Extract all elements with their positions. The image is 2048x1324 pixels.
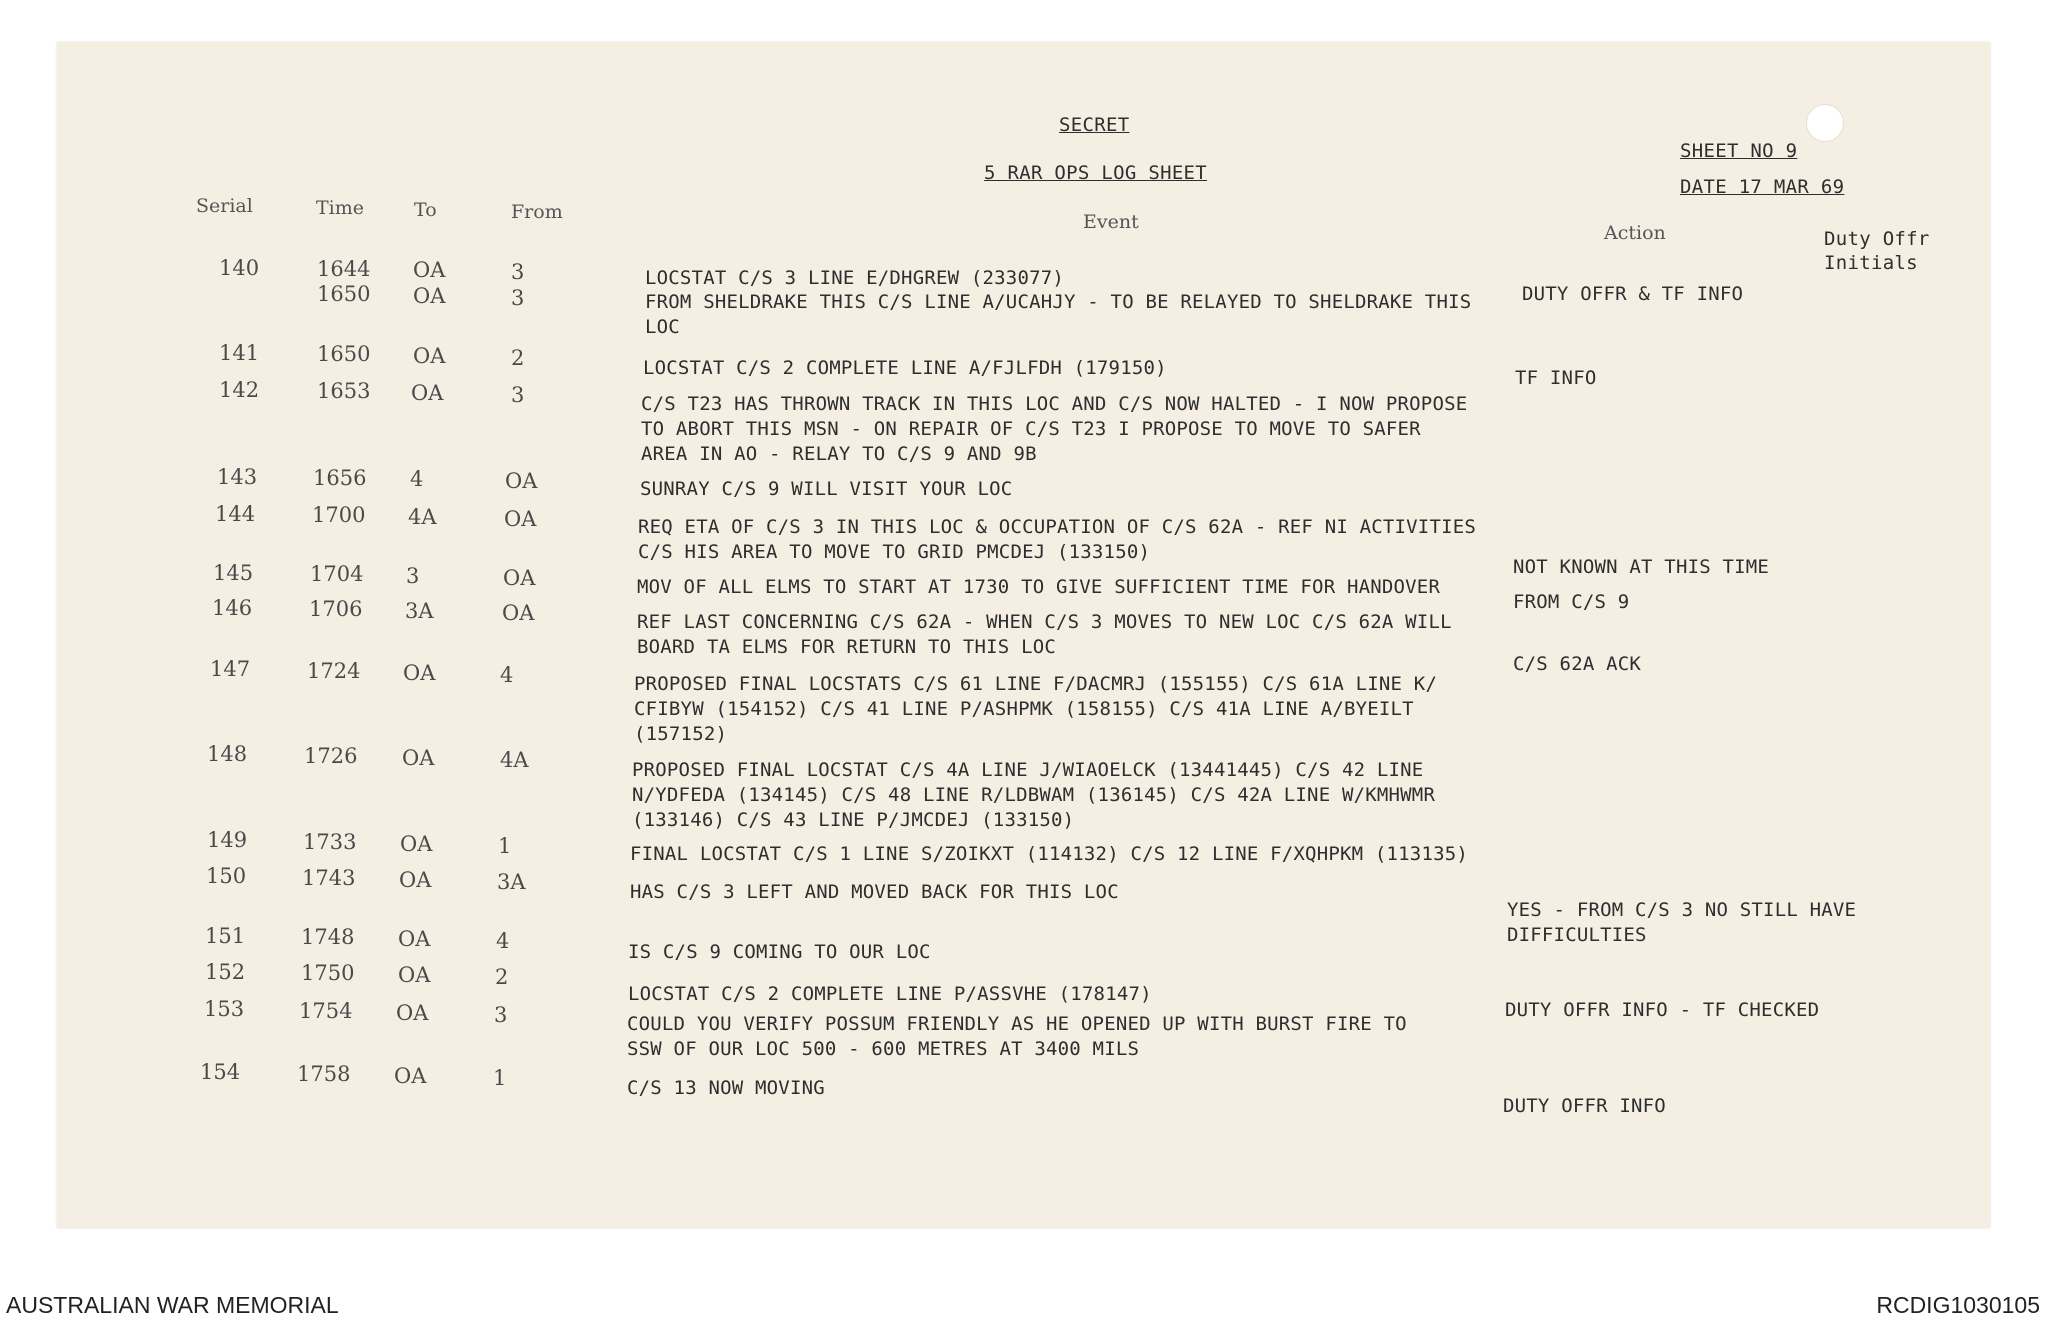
row-event: HAS C/S 3 LEFT AND MOVED BACK FOR THIS LOC xyxy=(630,881,1119,903)
row-to: OA xyxy=(413,344,446,368)
row-event: FROM SHELDRAKE THIS C/S LINE A/UCAHJY - TO BE RELAYED TO SHELDRAKE THIS LOC xyxy=(645,291,1472,338)
row-to: 4A xyxy=(408,505,437,529)
row-serial: 153 xyxy=(204,997,245,1021)
row-from: 3 xyxy=(494,1003,508,1027)
row-to: OA xyxy=(403,661,436,685)
row-serial: 152 xyxy=(205,960,246,984)
row-serial: 140 xyxy=(219,256,260,280)
row-event: PROPOSED FINAL LOCSTAT C/S 4A LINE J/WIAOELCK (13441445) C/S 42 LINE N/YDFEDA (134145) C/S 48 LINE R/LDBWAM (136145) C/S 42A LINE W/KMHWMR (133146) C/S 43 LINE P/JMCDEJ (133150) xyxy=(632,759,1436,831)
row-time: 1754 xyxy=(299,999,353,1023)
row-time: 1644 xyxy=(317,257,371,281)
row-action: FROM C/S 9 xyxy=(1513,591,1630,613)
row-event: C/S 13 NOW MOVING xyxy=(627,1077,825,1099)
row-to: 4 xyxy=(410,467,424,491)
row-action: DUTY OFFR INFO xyxy=(1503,1095,1666,1117)
archive-credit: AUSTRALIAN WAR MEMORIAL xyxy=(6,1292,339,1318)
row-serial: 147 xyxy=(210,657,251,681)
row-from: 3 xyxy=(511,383,525,407)
classification-mark: SECRET xyxy=(1059,114,1130,136)
row-to: 3A xyxy=(405,599,434,623)
row-time: 1656 xyxy=(313,466,367,490)
row-time: 1724 xyxy=(307,659,361,683)
row-event: SUNRAY C/S 9 WILL VISIT YOUR LOC xyxy=(640,478,1013,500)
row-action: DUTY OFFR & TF INFO xyxy=(1522,283,1744,305)
row-action: NOT KNOWN AT THIS TIME xyxy=(1513,556,1770,578)
column-header-action: Action xyxy=(1604,222,1666,244)
row-event: REQ ETA OF C/S 3 IN THIS LOC & OCCUPATION OF C/S 62A - REF NI ACTIVITIES C/S HIS AREA TO MOVE TO GRID PMCDEJ (133150) xyxy=(638,516,1477,563)
column-header-initials: Initials xyxy=(1824,252,1918,274)
row-event: COULD YOU VERIFY POSSUM FRIENDLY AS HE OPENED UP WITH BURST FIRE TO SSW OF OUR LOC 500 - 600 METRES AT 3400 MILS xyxy=(627,1013,1407,1060)
row-action: TF INFO xyxy=(1515,367,1597,389)
row-from: 1 xyxy=(498,834,512,858)
row-event: FINAL LOCSTAT C/S 1 LINE S/ZOIKXT (114132) C/S 12 LINE F/XQHPKM (113135) xyxy=(630,843,1469,865)
row-event: LOCSTAT C/S 2 COMPLETE LINE P/ASSVHE (178147) xyxy=(628,983,1152,1005)
row-from: 3 xyxy=(511,286,525,310)
row-from: 2 xyxy=(495,965,509,989)
row-serial: 142 xyxy=(219,378,260,402)
row-action: C/S 62A ACK xyxy=(1513,653,1642,675)
row-serial: 149 xyxy=(207,828,248,852)
column-header-time: Time xyxy=(316,197,365,219)
column-header-from: From xyxy=(511,201,563,223)
row-action: DUTY OFFR INFO - TF CHECKED xyxy=(1505,999,1820,1021)
page-title: 5 RAR OPS LOG SHEET xyxy=(984,162,1208,184)
row-to: OA xyxy=(402,746,435,770)
row-from: OA xyxy=(503,566,536,590)
row-serial: 150 xyxy=(206,864,247,888)
row-event: C/S T23 HAS THROWN TRACK IN THIS LOC AND C/S NOW HALTED - I NOW PROPOSE TO ABORT THIS MSN - ON REPAIR OF C/S T23 I PROPOSE TO MOVE TO SAFER AREA IN AO - RELAY TO C/S 9 AND 9B xyxy=(641,393,1468,465)
row-time: 1704 xyxy=(310,562,364,586)
row-to: OA xyxy=(396,1001,429,1025)
record-id: RCDIG1030105 xyxy=(1876,1292,2040,1318)
row-serial: 141 xyxy=(219,341,260,365)
row-to: OA xyxy=(398,927,431,951)
row-to: OA xyxy=(413,284,446,308)
row-from: 4 xyxy=(500,663,514,687)
row-from: 3A xyxy=(497,870,526,894)
row-to: OA xyxy=(411,381,444,405)
row-time: 1726 xyxy=(304,744,358,768)
column-header-serial: Serial xyxy=(196,195,253,217)
row-to: 3 xyxy=(406,564,420,588)
row-time: 1653 xyxy=(317,379,371,403)
row-serial: 143 xyxy=(217,465,258,489)
row-time: 1750 xyxy=(301,961,355,985)
row-serial: 144 xyxy=(215,502,256,526)
row-event: REF LAST CONCERNING C/S 62A - WHEN C/S 3 MOVES TO NEW LOC C/S 62A WILL BOARD TA ELMS FOR RETURN TO THIS LOC xyxy=(637,611,1452,658)
row-event: LOCSTAT C/S 3 LINE E/DHGREW (233077) xyxy=(645,267,1065,289)
row-from: 4 xyxy=(496,929,510,953)
row-to: OA xyxy=(400,832,433,856)
row-event: MOV OF ALL ELMS TO START AT 1730 TO GIVE SUFFICIENT TIME FOR HANDOVER xyxy=(637,576,1441,598)
row-time: 1650 xyxy=(317,282,371,306)
row-from: 4A xyxy=(500,748,529,772)
row-event: IS C/S 9 COMING TO OUR LOC xyxy=(628,941,931,963)
row-to: OA xyxy=(399,868,432,892)
row-time: 1733 xyxy=(303,830,357,854)
row-time: 1650 xyxy=(317,342,371,366)
row-serial: 148 xyxy=(207,742,248,766)
row-serial: 146 xyxy=(212,596,253,620)
row-to: OA xyxy=(413,258,446,282)
row-from: 1 xyxy=(493,1066,507,1090)
row-from: 2 xyxy=(511,346,525,370)
row-from: 3 xyxy=(511,260,525,284)
column-header-to: To xyxy=(414,199,437,221)
row-time: 1706 xyxy=(309,597,363,621)
row-time: 1748 xyxy=(301,925,355,949)
row-to: OA xyxy=(398,963,431,987)
row-event: PROPOSED FINAL LOCSTATS C/S 61 LINE F/DACMRJ (155155) C/S 61A LINE K/ CFIBYW (154152) C/S 41 LINE P/ASHPMK (158155) C/S 41A LINE A/BYEILT (157152) xyxy=(634,673,1438,745)
sheet-number: SHEET NO 9 xyxy=(1680,140,1798,162)
row-from: OA xyxy=(505,469,538,493)
column-header-event: Event xyxy=(1083,211,1139,233)
sheet-date: DATE 17 MAR 69 xyxy=(1680,176,1845,198)
row-time: 1758 xyxy=(297,1062,351,1086)
row-action: YES - FROM C/S 3 NO STILL HAVE DIFFICULTIES xyxy=(1507,899,1857,946)
row-time: 1743 xyxy=(302,866,356,890)
column-header-duty-officer: Duty Offr xyxy=(1824,228,1930,250)
row-event: LOCSTAT C/S 2 COMPLETE LINE A/FJLFDH (179150) xyxy=(643,357,1167,379)
row-time: 1700 xyxy=(312,503,366,527)
row-serial: 154 xyxy=(200,1060,241,1084)
row-from: OA xyxy=(502,601,535,625)
row-serial: 145 xyxy=(213,561,254,585)
row-from: OA xyxy=(504,507,537,531)
punch-hole xyxy=(1806,104,1844,142)
row-serial: 151 xyxy=(205,924,246,948)
row-to: OA xyxy=(394,1064,427,1088)
